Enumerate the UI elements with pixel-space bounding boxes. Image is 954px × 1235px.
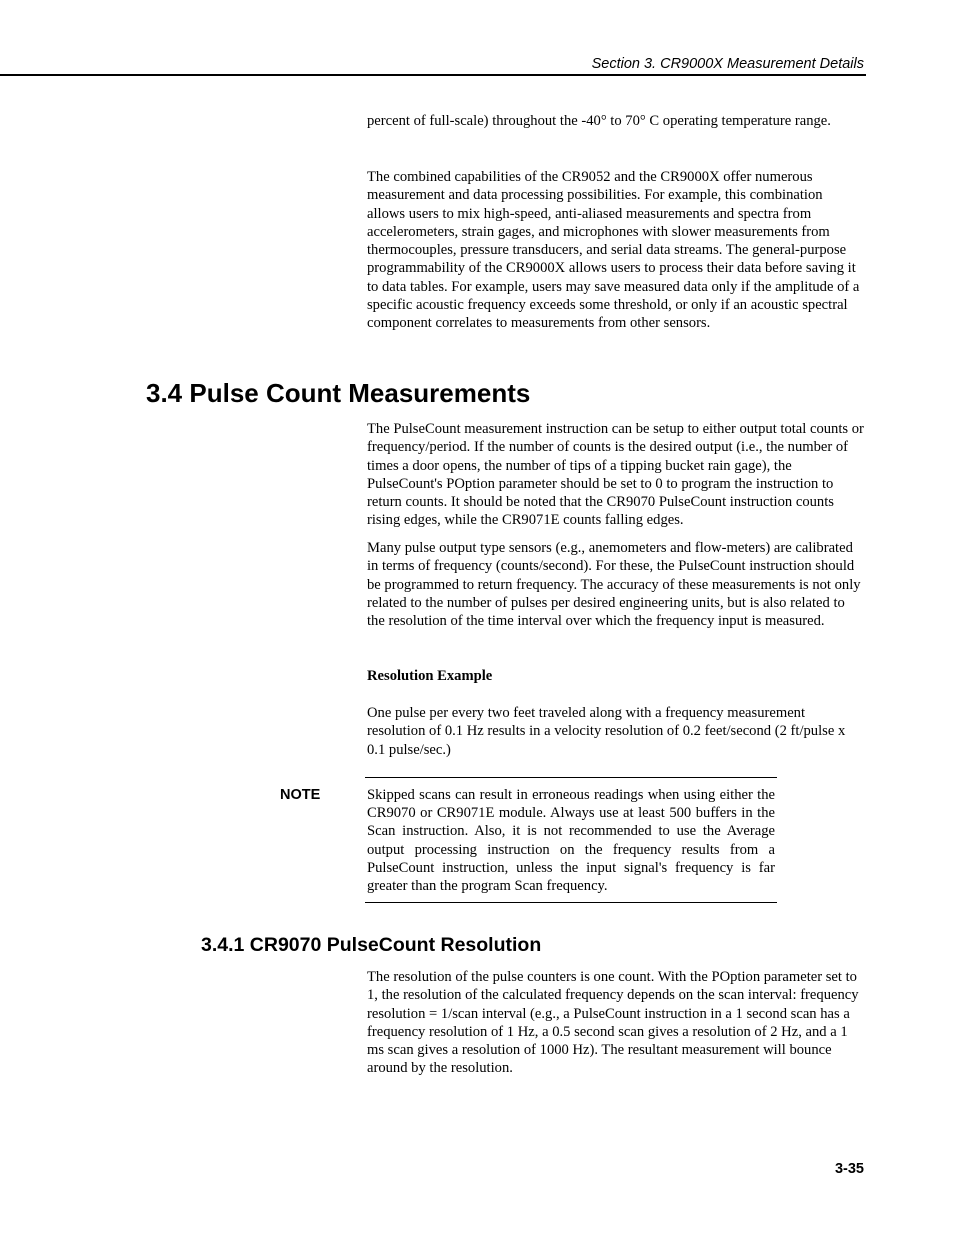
resolution-example-heading: Resolution Example [367, 668, 493, 684]
resolution-example-text: One pulse per every two feet traveled along with a frequency measurement resolution of 0.1 Hz results in a velocity resolution of 0.2 feet/second (2 ft/pulse x 0.1 pulse/sec.) [367, 705, 846, 758]
pulsecount-resolution-paragraph: The resolution of the pulse counters is one count. With the POption parameter set to 1, the resolution of the calculated frequency depends on the scan interval: frequency resolution = 1/scan interval (e.g., a PulseCount instruction in a 1 second scan has a frequency resolution of 1 Hz, a 0.5 second scan gives a resolution of 2 Hz, and a 1 ms scan gives a resolution of 1000 Hz). The resultant measurement will bounce around by the resolution. [367, 969, 859, 1077]
running-header: Section 3. CR9000X Measurement Details [591, 56, 864, 72]
pulse-count-paragraph-1: The PulseCount measurement instruction can be setup to either output total counts or frequency/period. If the number of counts is the desired output (i.e., the number of times a door opens, the number of tips of a tipping bucket rain gage), the PulseCount's POption parameter should be set to 0 to program the instruction to return counts. It should be noted that the CR9070 PulseCount instruction counts rising edges, while the CR9071E counts falling edges. [367, 421, 864, 529]
intro-paragraph-2: The combined capabilities of the CR9052 and the CR9000X offer numerous measurement and data processing possibilities. For example, this combination allows users to mix high-speed, anti-aliased measurements and spectra from accelerometers, strain gages, and microphones with slower measurements from thermocouples, pressure transducers, and serial data streams. The general-purpose programmability of the CR9000X allows users to process their data before saving it to data tables. For example, users may save measured data only if the amplitude of a specific acoustic frequency exceeds some threshold, or only if an acoustic spectral component correlates to measurements from other sensors. [367, 169, 860, 332]
header-rule [0, 74, 866, 76]
pulse-count-paragraph-2: Many pulse output type sensors (e.g., anemometers and flow-meters) are calibrated in terms of frequency (counts/second). For these, the PulseCount instruction should be programmed to return frequency. The accuracy of these measurements is not only related to the number of pulses per desired engineering units, but is also related to the resolution of the time interval over which the frequency input is measured. [367, 540, 861, 630]
section-heading-3-4-1: 3.4.1 CR9070 PulseCount Resolution [201, 934, 542, 956]
note-text: Skipped scans can result in erroneous readings when using either the CR9070 or CR9071E module. Always use at least 500 buffers in the Scan instruction. Also, it is not recommended to use the Average output processing instruction on the frequency results from a PulseCount instruction, unless the input signal's frequency is far greater than the program Scan frequency. [367, 787, 775, 895]
page-number: 3-35 [834, 1161, 864, 1177]
section-heading-3-4: 3.4 Pulse Count Measurements [146, 378, 531, 408]
note-label: NOTE [280, 787, 321, 803]
intro-paragraph-1: percent of full-scale) throughout the -40° to 70° C operating temperature range. [367, 113, 831, 129]
